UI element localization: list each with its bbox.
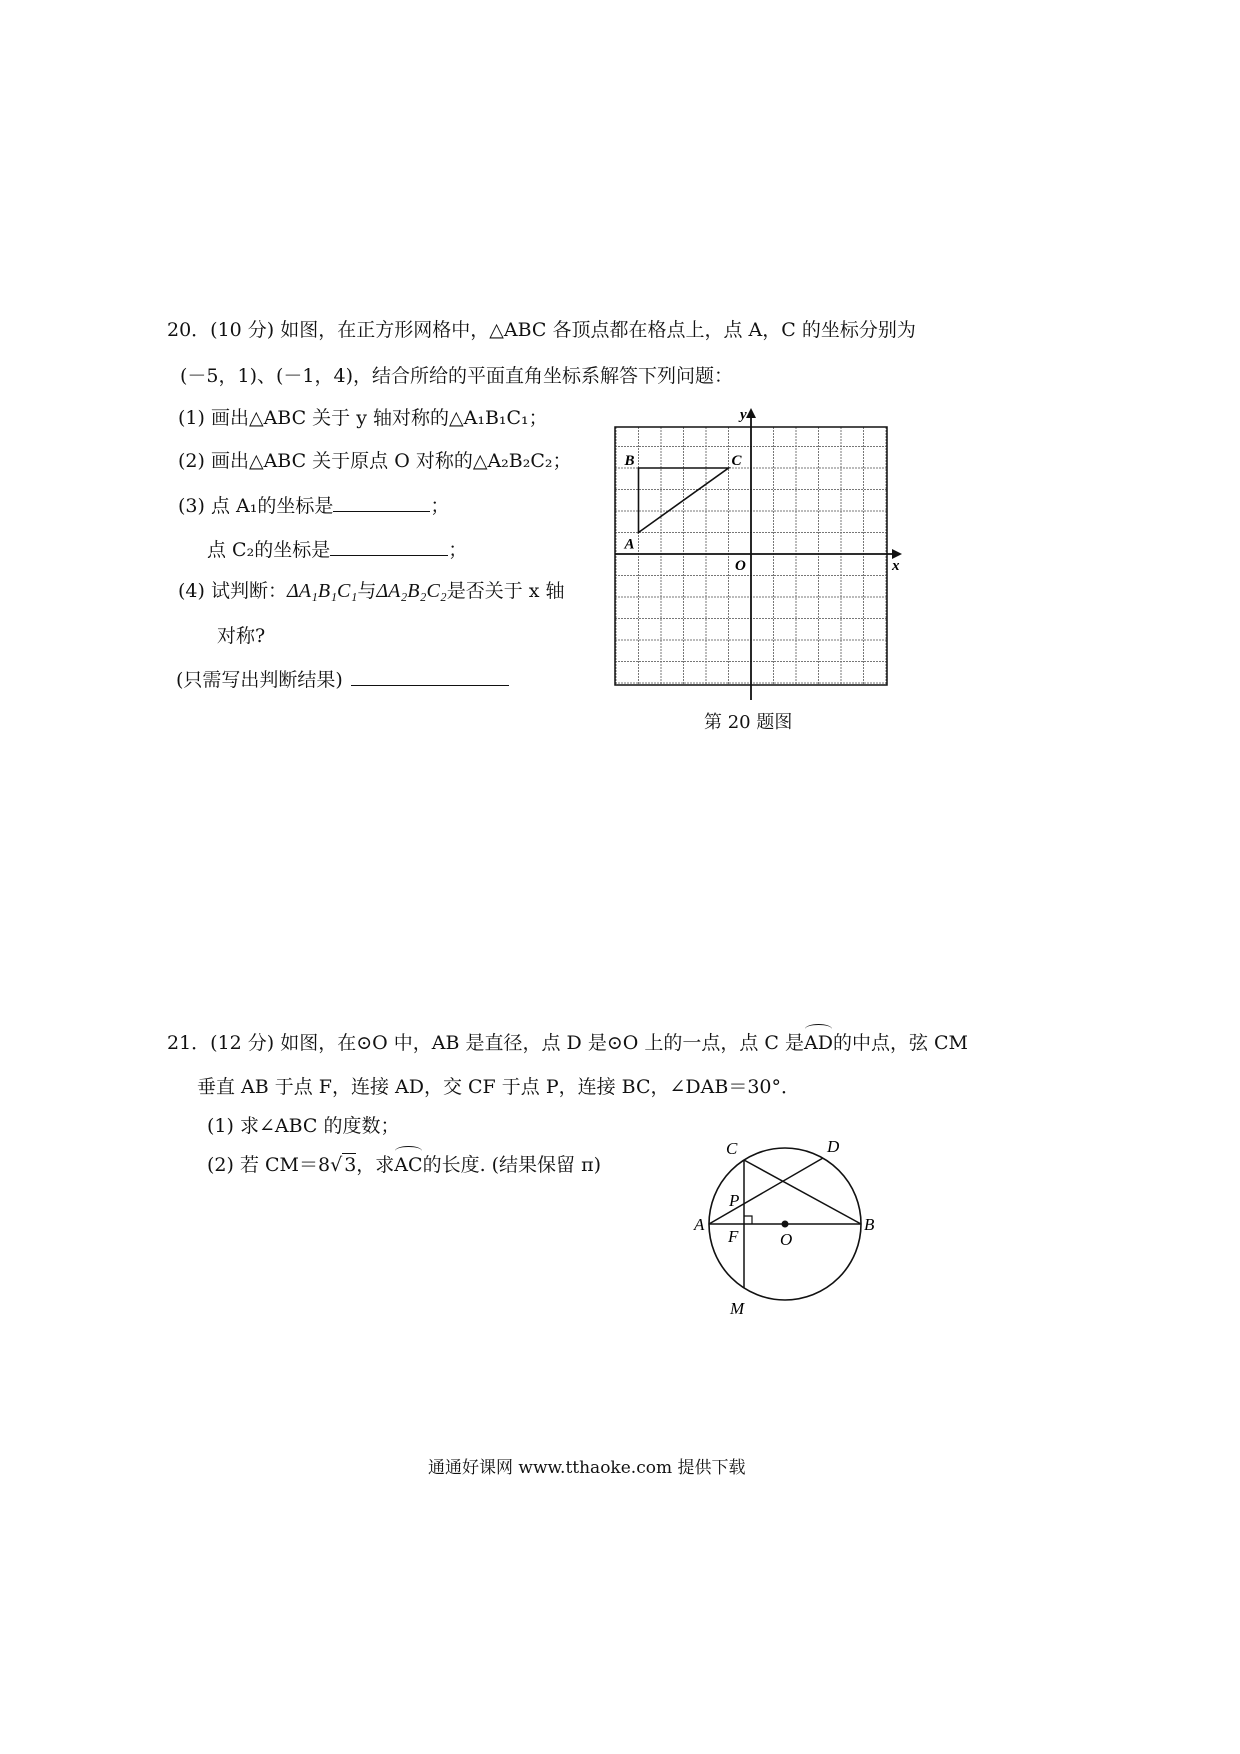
q20-part3b-end: ； — [448, 539, 468, 561]
q21-part2-end: 的长度. (结果保留 π) — [422, 1154, 601, 1176]
center-dot — [782, 1221, 789, 1228]
q21-line2: 垂直 AB 于点 F，连接 AD，交 CF 于点 P，连接 BC，∠DAB＝30°． — [197, 1076, 801, 1098]
point-a-label: A — [624, 536, 635, 553]
q20-part4-line2: 对称? — [217, 625, 266, 647]
answer-blank-symmetry[interactable] — [351, 667, 509, 686]
triangle-a2b2c2: ΔA₂B₂C₂ — [376, 580, 447, 602]
q20-part4 — [178, 579, 565, 603]
label-m: M — [730, 1299, 745, 1318]
arc-ac: AC — [394, 1154, 423, 1176]
label-a: A — [694, 1215, 705, 1234]
y-axis-label: y — [740, 407, 747, 423]
q20-part3b — [207, 537, 467, 562]
q21-circle-figure — [680, 1125, 900, 1325]
label-p: P — [729, 1191, 740, 1210]
x-axis-label: x — [892, 558, 900, 574]
q21-part2 — [207, 1153, 601, 1177]
q20-figure-caption: 第 20 题图 — [704, 712, 793, 733]
point-b-label: B — [624, 453, 635, 469]
label-f: F — [728, 1227, 739, 1246]
answer-blank-c2[interactable] — [330, 537, 448, 556]
label-c: C — [726, 1139, 738, 1158]
label-d: D — [827, 1137, 840, 1156]
q20-part1: (1) 画出△ABC 关于 y 轴对称的△A₁B₁C₁； — [178, 407, 548, 429]
label-b: B — [864, 1215, 875, 1234]
point-c-label: C — [731, 453, 742, 469]
q21-part2-text: (2) 若 CM＝8 — [207, 1154, 331, 1176]
origin-label: O — [735, 558, 746, 574]
q21-part2-mid: ，求 — [356, 1154, 395, 1176]
q20-coordinate-grid-figure — [600, 400, 920, 710]
sqrt-radicand: 3 — [344, 1154, 357, 1176]
triangle-abc — [639, 468, 729, 533]
q21-header-text: 21．(12 分) 如图，在⊙O 中，AB 是直径，点 D 是⊙O 上的一点，点 C 是 — [167, 1032, 804, 1054]
arc-ad: AD — [803, 1032, 833, 1054]
q20-line2: (－5，1)、(－1，4)，结合所给的平面直角坐标系解答下列问题： — [180, 365, 734, 387]
q20-part3a-end: ； — [430, 495, 450, 517]
q20-part4-line3 — [176, 667, 509, 692]
q21-header — [167, 1031, 968, 1055]
sqrt-three: √ 3 — [330, 1154, 357, 1176]
q21-part1: (1) 求∠ABC 的度数； — [207, 1115, 400, 1137]
y-axis-arrow — [746, 408, 756, 418]
q20-part3b-text: 点 C₂的坐标是 — [207, 539, 331, 561]
q20-part4-line3-text: (只需写出判断结果) — [176, 669, 343, 691]
label-o: O — [780, 1230, 793, 1249]
triangle-a1b1c1: ΔA₁B₁C₁ — [286, 580, 358, 602]
q20-part4-end: 是否关于 x 轴 — [446, 580, 565, 602]
q20-part3a-text: (3) 点 A₁的坐标是 — [178, 495, 334, 517]
page-footer: 通通好课网 www.tthaoke.com 提供下载 — [428, 1458, 746, 1478]
q20-part4-and: 与 — [357, 580, 377, 602]
q20-part4-text: (4) 试判断： — [178, 580, 287, 602]
q20-part3a — [178, 493, 449, 518]
q21-header-end: 的中点，弦 CM — [832, 1032, 968, 1054]
q20-part2: (2) 画出△ABC 关于原点 O 对称的△A₂B₂C₂； — [178, 450, 572, 472]
right-angle-mark — [744, 1216, 752, 1224]
q20-header: 20．(10 分) 如图，在正方形网格中，△ABC 各顶点都在格点上，点 A，C 的坐标分别为 — [167, 319, 916, 341]
answer-blank-a1[interactable] — [333, 493, 430, 512]
chord-ad — [709, 1158, 823, 1224]
